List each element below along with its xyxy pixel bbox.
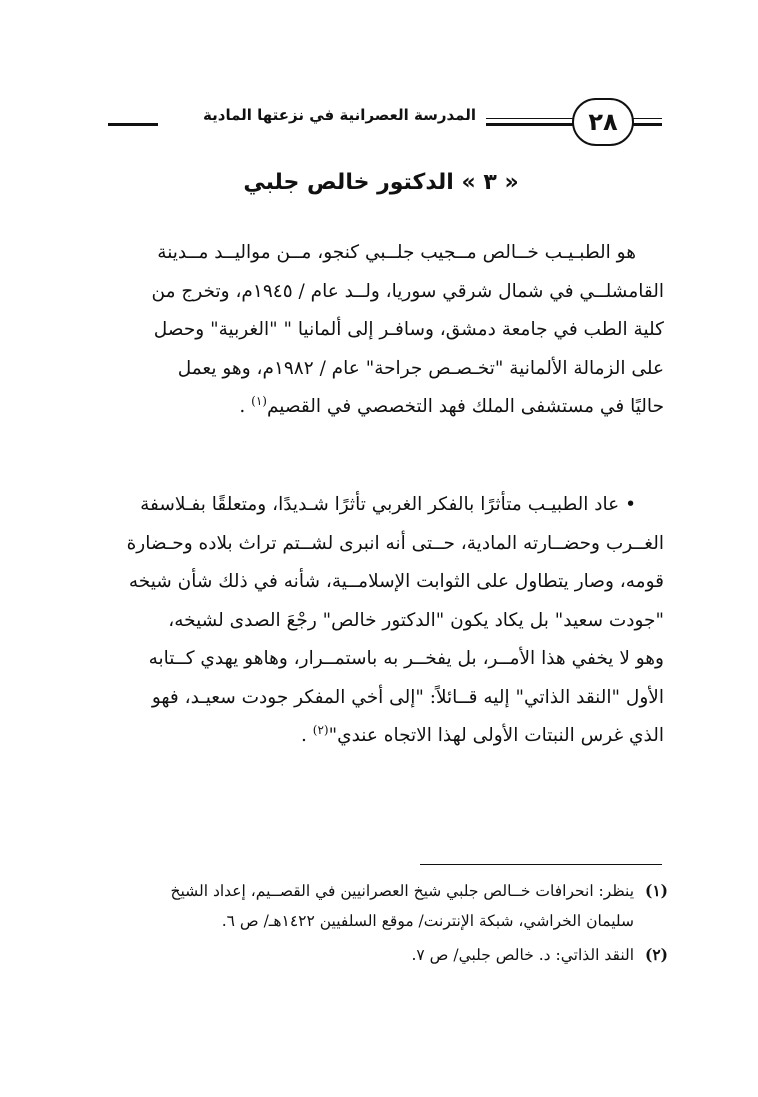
footnote-ref: (٢) <box>312 722 329 737</box>
footnote-text: النقد الذاتي: د. خالص جلبي/ ص ٧. <box>411 946 635 964</box>
text-line: قومه، وصار يتطاول على الثوابت الإسلامــية، شأنه في ذلك شأن شيخه <box>128 571 664 592</box>
text-line-last <box>96 717 664 756</box>
footnote-1 <box>96 876 668 936</box>
text-line: هو الطبـيـب خــالص مــجيب جلــبي كنجو، مــن مواليــد مــدينة <box>157 242 636 263</box>
paragraph-influence <box>96 486 664 756</box>
text-line: "جودت سعيد" بل يكاد يكون "الدكتور خالص" رجْعَ الصدى لشيخه، <box>168 609 664 631</box>
footnote-separator <box>420 864 662 865</box>
text-line: القامشلــي في شمال شرقي سوريا، ولــد عام / ١٩٤٥م، وتخرج من <box>151 280 664 302</box>
header-rule <box>486 118 576 119</box>
footnote-ref: (١) <box>251 393 267 408</box>
sentence-end: . <box>239 396 246 417</box>
footnote-text: ينظر: انحرافات خــالص جلبي شيخ العصرانيين في القصــيم، إعداد الشيخ <box>170 882 635 900</box>
page-number: ٢٨ <box>572 98 634 146</box>
running-header <box>96 96 666 148</box>
footnote-number: (٢) <box>644 945 668 964</box>
text-line: كلية الطب في جامعة دمشق، وسافـر إلى ألمانيا " "الغربية" وحصل <box>153 319 664 340</box>
text-line: الأول "النقد الذاتي" إليه قــائلاً: "إلى أخي المفكر جودت سعيـد، فهو <box>151 686 664 708</box>
chapter-title: « ٣ » الدكتور خالص جلبي <box>243 170 519 195</box>
footnote-2 <box>96 940 668 970</box>
footnote-number: (١) <box>644 881 668 900</box>
footnotes <box>96 876 668 974</box>
text-line: الغــرب وحضــارته المادية، حــتى أنه انبرى لشــتم تراث بلاده وحـضارة <box>126 532 664 554</box>
footnote-text: سليمان الخراشي، شبكة الإنترنت/ موقع السلفيين ١٤٢٢هـ/ ص ٦. <box>221 912 634 930</box>
paragraph-biography <box>96 234 664 427</box>
text-line-last <box>96 388 664 427</box>
header-rule-left <box>108 123 158 126</box>
text-line: الذي غرس النبتات الأولى لهذا الاتجاه عندي" <box>328 725 664 746</box>
header-rule <box>486 123 576 126</box>
text-line: على الزمالة الألمانية "تخـصـص جراحة" عام / ١٩٨٢م، وهو يعمل <box>177 357 664 379</box>
sentence-end: . <box>300 725 307 746</box>
running-title: المدرسة العصرانية في نزعتها المادية <box>203 106 476 124</box>
text-line: حاليًا في مستشفى الملك فهد التخصصي في القصيم <box>266 396 664 417</box>
text-line: • عاد الطبيـب متأثرًا بالفكر الغربي تأثرًا شـديدًا، ومتعلقًا بفـلاسفة <box>140 494 636 515</box>
text-line: وهو لا يخفي هذا الأمــر، بل يفخــر به باستمــرار، وهاهو يهدي كــتابه <box>148 648 664 669</box>
